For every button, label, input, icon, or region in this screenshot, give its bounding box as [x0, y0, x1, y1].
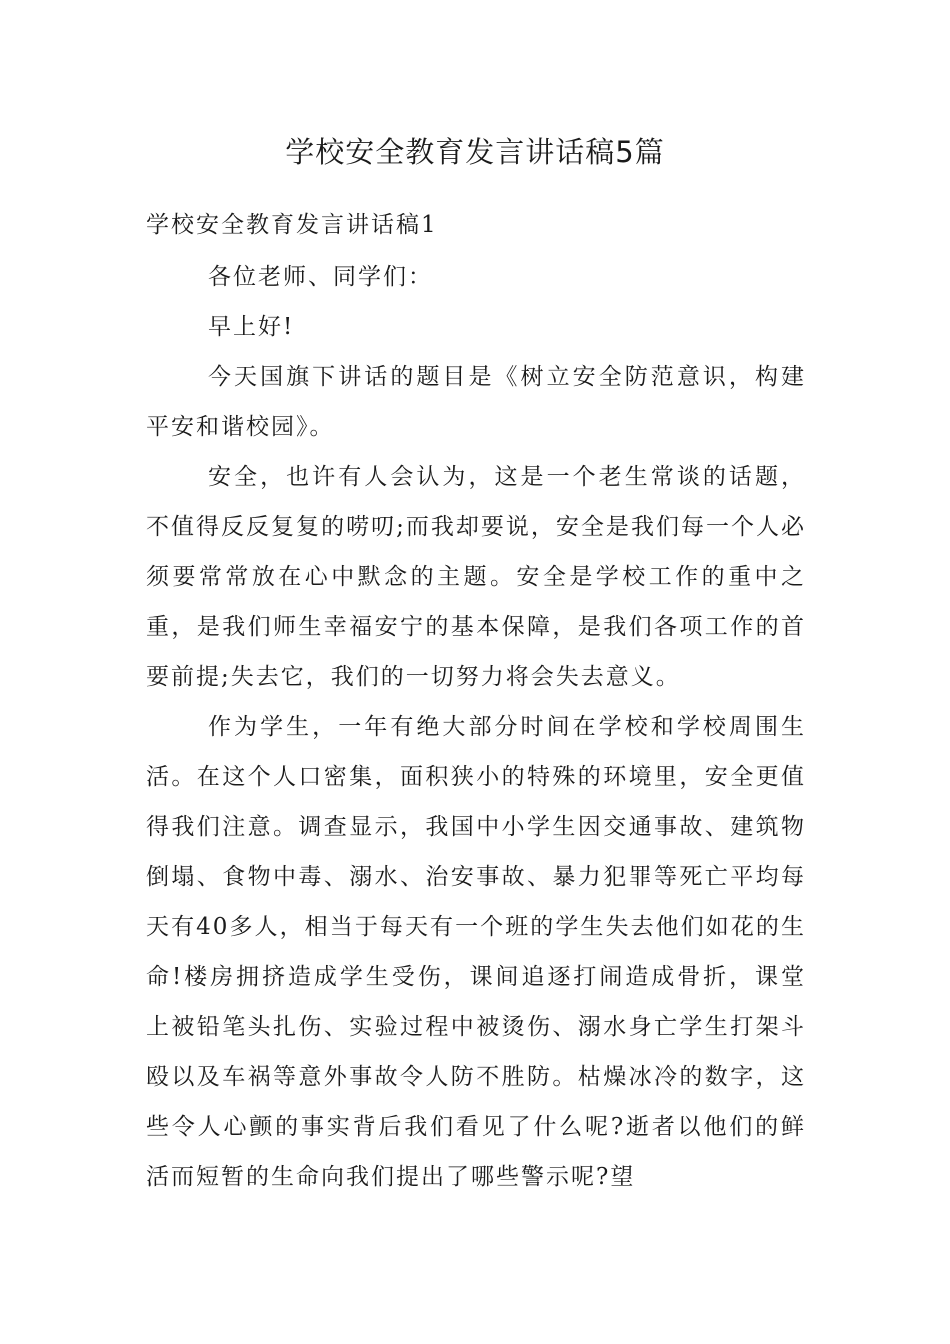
salutation-paragraph: 各位老师、同学们： — [208, 264, 433, 290]
document-body — [146, 200, 806, 1202]
topic-paragraph: 今天国旗下讲话的题目是《树立安全防范意识，构建平安和谐校园》。 — [146, 364, 806, 440]
student-safety-paragraph: 作为学生，一年有绝大部分时间在学校和学校周围生活。在这个人口密集，面积狭小的特殊的环境里，安全更值得我们注意。调查显示，我国中小学生因交通事故、建筑物倒塌、食物中毒、溺水、治安事故、暴力犯罪等死亡平均每天有40多人，相当于每天有一个班的学生失去他们如花的生命!楼房拥挤造成学生受伤，课间追逐打闹造成骨折，课堂上被铅笔头扎伤、实验过程中被烫伤、溺水身亡学生打架斗殴以及车祸等意外事故令人防不胜防。枯燥冰冷的数字，这些令人心颤的事实背后我们看见了什么呢?逝者以他们的鲜活而短暂的生命向我们提出了哪些警示呢?望 — [146, 714, 806, 1190]
document-title: 学校安全教育发言讲话稿5篇 — [285, 135, 665, 169]
greeting-paragraph: 早上好! — [208, 314, 295, 340]
section-heading: 学校安全教育发言讲话稿1 — [146, 212, 438, 238]
safety-importance-paragraph: 安全，也许有人会认为，这是一个老生常谈的话题，不值得反反复复的唠叨;而我却要说，安全是我们每一个人必须要常常放在心中默念的主题。安全是学校工作的重中之重，是我们师生幸福安宁的基本保障，是我们各项工作的首要前提;失去它，我们的一切努力将会失去意义。 — [146, 464, 806, 690]
